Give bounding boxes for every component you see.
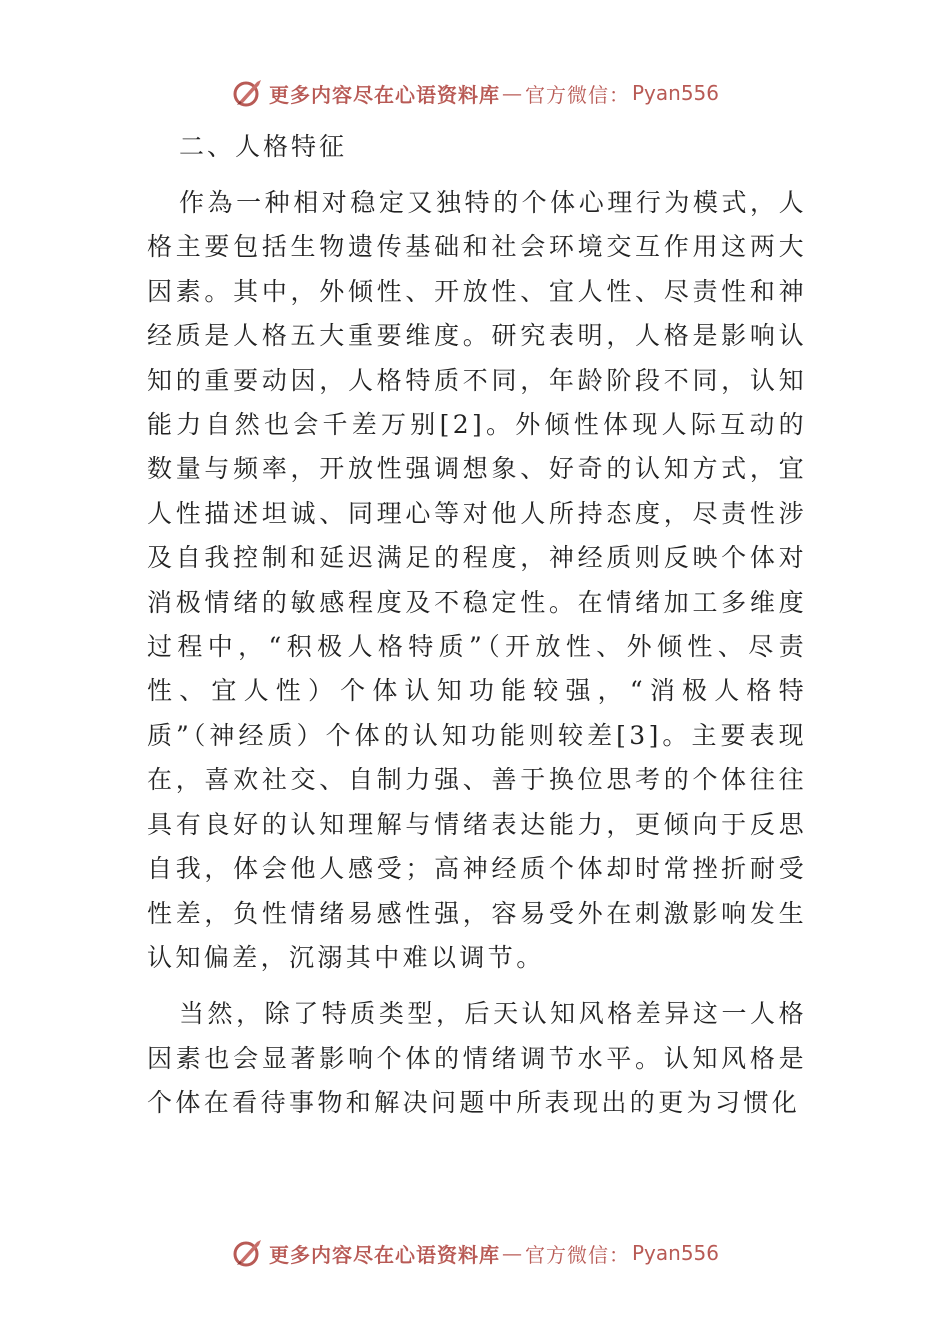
- banner-brand-text: 更多内容尽在心语资料库: [268, 82, 500, 107]
- section-heading: 二、人格特征: [179, 132, 348, 161]
- banner-brand-text: 更多内容尽在心语资料库: [268, 1242, 500, 1267]
- header-watermark-banner: [0, 73, 950, 113]
- paragraph-1: 作為一种相对稳定又独特的个体心理行为模式，人格主要包括生物遗传基础和社会环境交互作用这两大因素。其中，外倾性、开放性、宜人性、尽责性和神经质是人格五大重要维度。研究表明，人格是影响认知的重要动因，人格特质不同，年龄阶段不同，认知能力自然也会千差万别[2]。外倾性体现人际互动的数量与频率，开放性强调想象、好奇的认知方式，宜人性描述坦诚、同理心等对他人所持态度，尽责性涉及自我控制和延迟满足的程度，神经质则反映个体对消极情绪的敏感程度及不稳定性。在情绪加工多维度过程中，“积极人格特质”（开放性、外倾性、尽责性、宜人性）个体认知功能较强，“消极人格特质”（神经质）个体的认知功能则较差[3]。主要表现在，喜欢社交、自制力强、善于换位思考的个体往往具有良好的认知理解与情绪表达能力，更倾向于反思自我，体会他人感受；高神经质个体却时常挫折耐受性差，负性情绪易感性强，容易受外在刺激影响发生认知偏差，沉溺其中难以调节。: [147, 188, 807, 972]
- pen-circle-logo-icon: [231, 1236, 265, 1270]
- paragraph-2: 当然，除了特质类型，后天认知风格差异这一人格因素也会显著影响个体的情绪调节水平。认知风格是个体在看待事物和解决问题中所表现出的更为习惯化: [147, 999, 807, 1118]
- banner-wechat-id: Pyan556: [631, 81, 719, 105]
- banner-wechat-label: 官方微信：: [524, 82, 630, 107]
- banner-dash: —: [501, 81, 523, 105]
- footer-watermark-banner: [0, 1233, 950, 1273]
- pen-circle-logo-icon: [231, 76, 265, 110]
- document-body: [147, 125, 807, 1138]
- banner-wechat-label: 官方微信：: [524, 1242, 630, 1267]
- banner-wechat-id: Pyan556: [631, 1241, 719, 1265]
- banner-dash: —: [501, 1241, 523, 1265]
